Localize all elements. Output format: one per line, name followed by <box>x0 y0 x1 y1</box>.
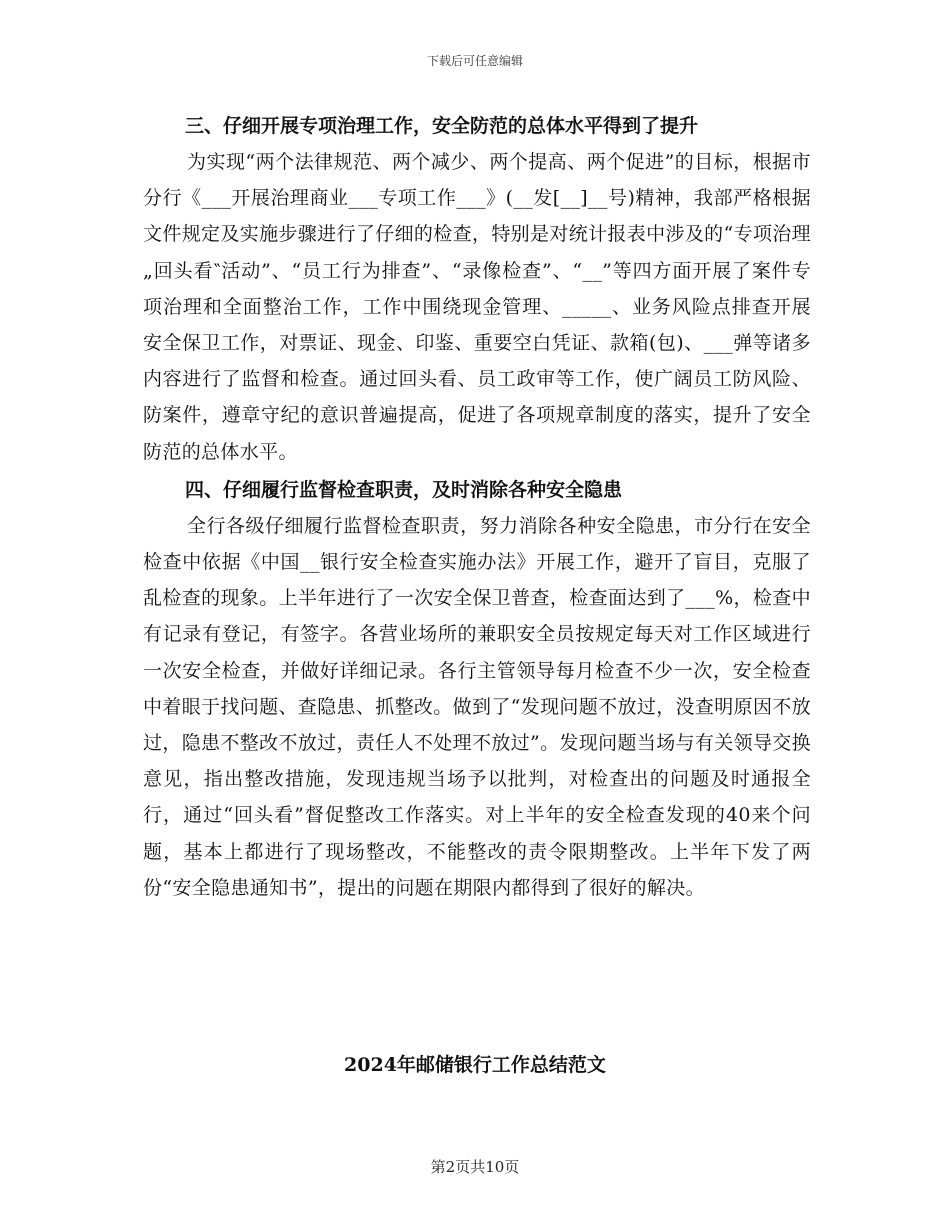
section-heading-3: 三、仔细开展专项治理工作，安全防范的总体水平得到了提升 <box>185 115 699 137</box>
document-body <box>143 108 811 906</box>
section-heading-4: 四、仔细履行监督检查职责，及时消除各种安全隐患 <box>185 478 623 501</box>
header-note: 下载后可任意编辑 <box>426 54 523 68</box>
page-number: 第2页共10页 <box>430 1158 520 1176</box>
section-paragraph-4: 全行各级仔细履行监督检查职责，努力消除各种安全隐患，市分行在安全检查中依据《中国__银行安全检查实施办法》开展工作，避开了盲目，克服了乱检查的现象。上半年进行了一次安全保卫普查，检查面达到了___%，检查中有记录有登记，有签字。各营业场所的兼职安全员按规定每天对工作区域进行一次安全检查，并做好详细记录。各行主管领导每月检查不少一次，安全检查中着眼于找问题、查隐患、抓整改。做到了“发现问题不放过，没查明原因不放过，隐患不整改不放过，责任人不处理不放过”。发现问题当场与有关领导交换意见，指出整改措施，发现违规当场予以批判，对检查出的问题及时通报全行，通过“回头看”督促整改工作落实。对上半年的安全检查发现的40来个问题，基本上都进行了现场整改，不能整改的责令限期整改。上半年下发了两份“安全隐患通知书”，提出的问题在期限内都得到了很好的解决。 <box>143 514 811 899</box>
next-document-title: 2024年邮储银行工作总结范文 <box>344 1054 606 1076</box>
section-paragraph-3: 为实现“两个法律规范、两个减少、两个提高、两个促进”的目标，根据市分行《___开展治理商业___专项工作___》(__发[__]__号)精神，我部严格根据文件规定及实施步骤进行了仔细的检查，特别是对统计报表中涉及的“专项治理„回头看‶活动”、“员工行为排查”、“录像检查”、“__”等四方面开展了案件专项治理和全面整治工作，工作中围绕现金管理、_____、业务风险点排查开展安全保卫工作，对票证、现金、印鉴、重要空白凭证、款箱(包)、___弹等诸多内容进行了监督和检查。通过回头看、员工政审等工作，使广阔员工防风险、防案件，遵章守纪的意识普遍提高，促进了各项规章制度的落实，提升了安全防范的总体水平。 <box>143 151 811 463</box>
